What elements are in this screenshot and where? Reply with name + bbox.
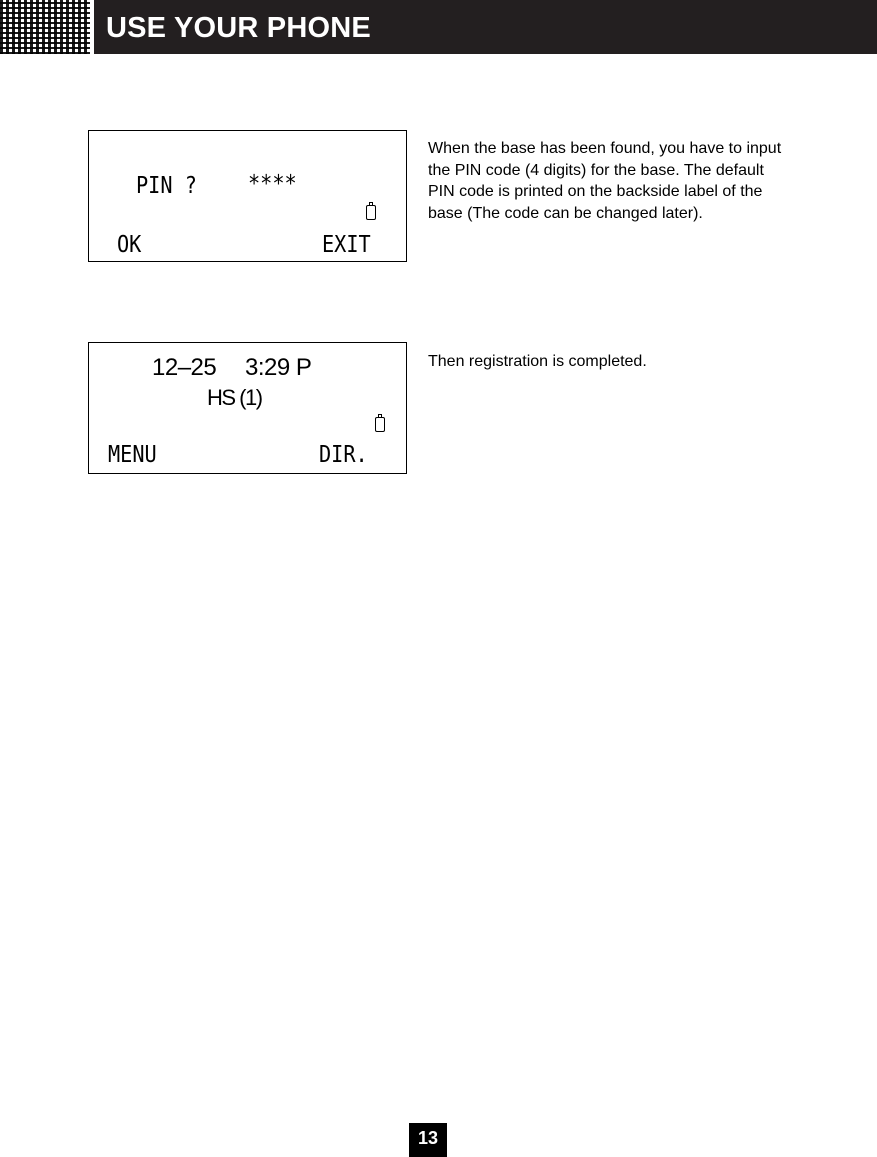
page-header: [0, 0, 877, 56]
header-bar: [94, 0, 877, 54]
pin-prompt-label: PIN ?: [136, 173, 197, 199]
softkey-menu: MENU: [108, 442, 157, 468]
registration-complete-description: Then registration is completed.: [428, 353, 647, 370]
softkey-exit: EXIT: [322, 232, 371, 258]
pin-entry-description: When the base has been found, you have to input the PIN code (4 digits) for the base. The default PIN code is printed on the backside label of the base (The code can be changed later).: [428, 140, 782, 222]
lcd-screen-pin-entry: [88, 130, 407, 262]
lcd-screen-idle: [88, 342, 407, 474]
date-display: 12–25: [152, 354, 217, 381]
softkey-ok: OK: [117, 232, 142, 258]
page-number: 13: [417, 1128, 439, 1148]
battery-icon: [366, 205, 376, 220]
battery-icon: [375, 417, 385, 432]
softkey-dir: DIR.: [319, 442, 368, 468]
page-title: USE YOUR PHONE: [106, 12, 371, 44]
handset-number: HS (1): [207, 385, 262, 410]
page-number-box: [409, 1123, 447, 1157]
time-display: 3:29 P: [245, 354, 312, 381]
header-pattern-graphic: [0, 0, 90, 54]
pin-masked-value: ****: [248, 171, 297, 197]
